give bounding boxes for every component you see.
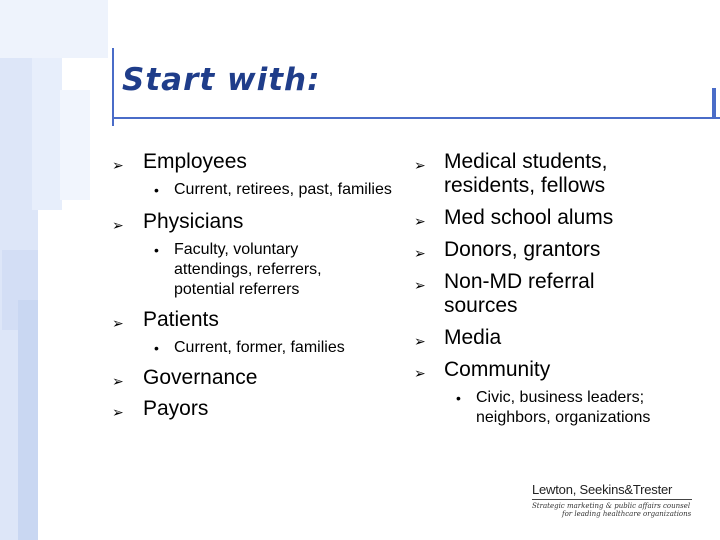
item-label: Payors xyxy=(143,397,209,420)
dot-bullet-icon: • xyxy=(154,182,159,198)
sub-label: Current, retirees, past, families xyxy=(174,181,392,198)
slide-title: Start with: xyxy=(122,62,321,98)
left-column xyxy=(112,150,402,421)
decor-block-2 xyxy=(32,58,62,210)
list-item xyxy=(112,397,402,421)
list-item xyxy=(112,308,402,332)
decor-block-1 xyxy=(0,0,108,58)
item-label: Donors, grantors xyxy=(444,238,601,261)
decor-right-tick xyxy=(712,88,716,118)
sub-label: Civic, business leaders; neighbors, organizations xyxy=(476,389,651,426)
arrow-bullet-icon: ➢ xyxy=(112,373,124,389)
arrow-bullet-icon: ➢ xyxy=(414,245,426,261)
list-item xyxy=(112,150,402,174)
dot-bullet-icon: • xyxy=(456,390,461,406)
list-item xyxy=(414,238,716,262)
sub-label: Current, former, families xyxy=(174,339,345,356)
list-item xyxy=(414,206,716,230)
logo-tagline-2: for leading healthcare organizations xyxy=(562,510,692,518)
company-logo xyxy=(532,482,692,518)
arrow-bullet-icon: ➢ xyxy=(112,404,124,420)
list-item xyxy=(112,210,402,234)
arrow-bullet-icon: ➢ xyxy=(112,217,124,233)
arrow-bullet-icon: ➢ xyxy=(414,213,426,229)
logo-tagline-1: Strategic marketing & public affairs counsel xyxy=(532,502,691,510)
logo-rule xyxy=(532,499,692,500)
sub-label: Faculty, voluntary attendings, referrers, potential referrers xyxy=(174,241,322,298)
arrow-bullet-icon: ➢ xyxy=(414,333,426,349)
right-column xyxy=(414,150,716,428)
title-rule-vertical xyxy=(112,48,114,126)
item-label: Employees xyxy=(143,150,247,173)
arrow-bullet-icon: ➢ xyxy=(414,157,426,173)
item-label: Media xyxy=(444,326,502,349)
item-label: Community xyxy=(444,358,551,381)
logo-name: Lewton, Seekins&Trester xyxy=(532,482,673,497)
item-label: Physicians xyxy=(143,210,244,233)
arrow-bullet-icon: ➢ xyxy=(414,365,426,381)
list-item xyxy=(414,270,634,318)
title-rule-horizontal xyxy=(112,117,720,119)
item-label: Patients xyxy=(143,308,219,331)
arrow-bullet-icon: ➢ xyxy=(112,157,124,173)
sub-item xyxy=(112,338,414,358)
decor-block-5 xyxy=(18,300,38,540)
sub-item xyxy=(112,240,374,300)
dot-bullet-icon: • xyxy=(154,242,159,258)
arrow-bullet-icon: ➢ xyxy=(112,315,124,331)
arrow-bullet-icon: ➢ xyxy=(414,277,426,293)
sub-item xyxy=(414,388,706,428)
decor-block-3 xyxy=(60,90,90,200)
list-item xyxy=(414,150,644,198)
item-label: Medical students, residents, fellows xyxy=(444,150,608,197)
dot-bullet-icon: • xyxy=(154,340,159,356)
item-label: Governance xyxy=(143,366,258,389)
item-label: Non-MD referral sources xyxy=(444,270,595,317)
list-item xyxy=(112,366,402,390)
item-label: Med school alums xyxy=(444,206,614,229)
list-item xyxy=(414,326,716,350)
list-item xyxy=(414,358,716,382)
sub-item xyxy=(112,180,394,200)
